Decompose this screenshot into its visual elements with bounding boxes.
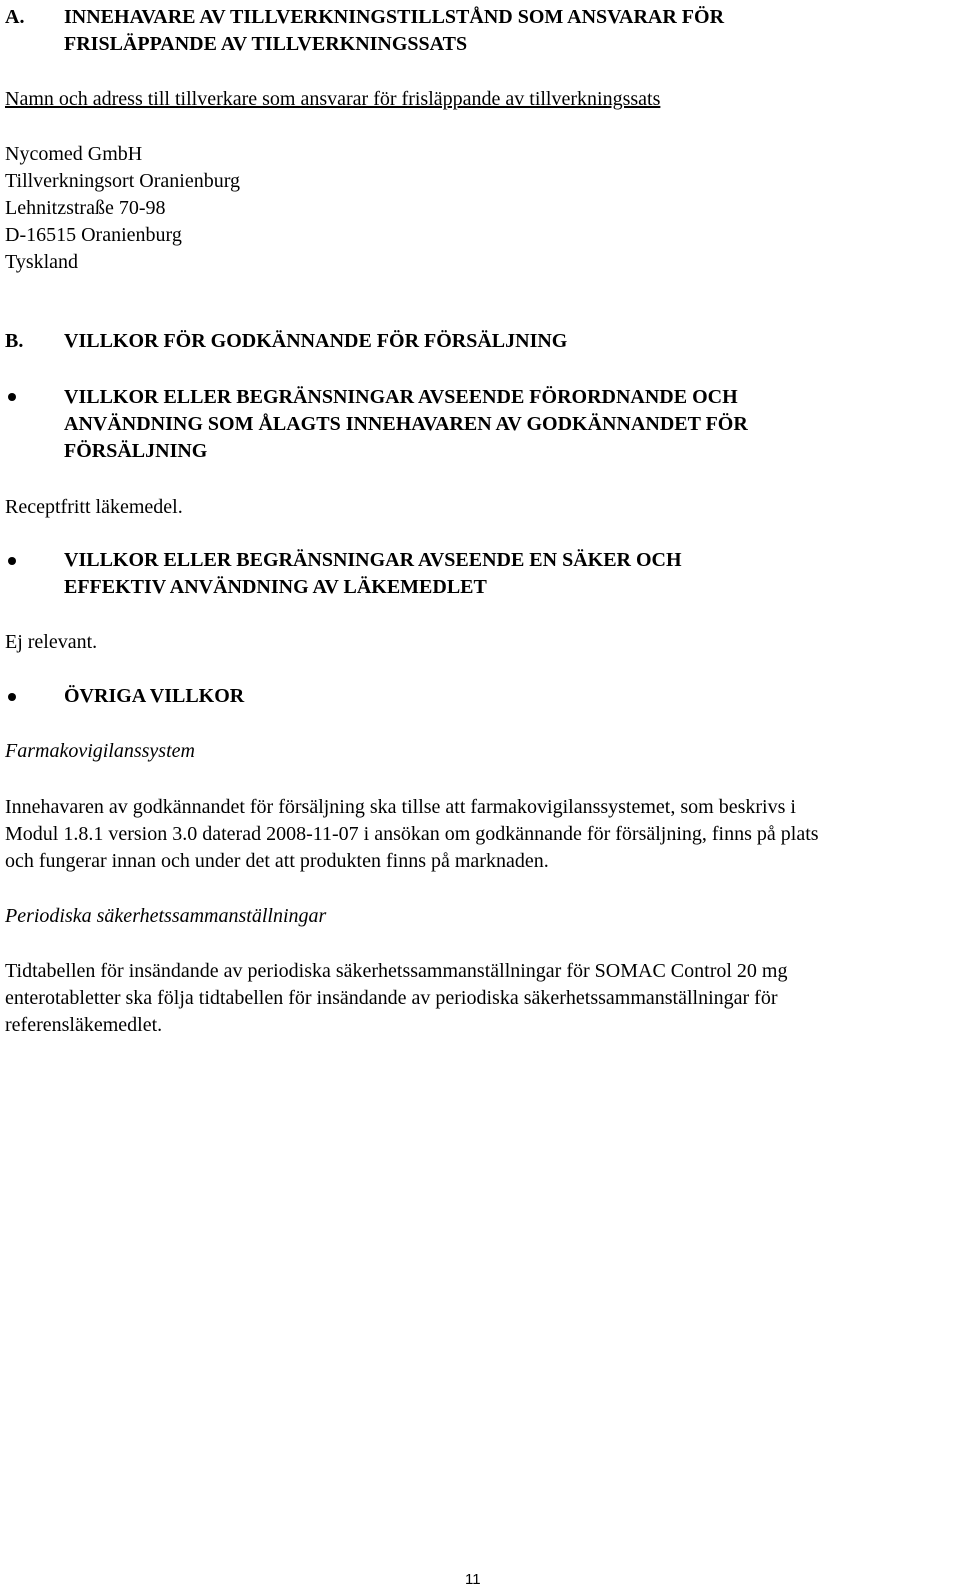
bullet1-body: Receptfritt läkemedel. [5, 496, 183, 518]
paragraph-line: Innehavaren av godkännandet för försäljning ska tillse att farmakovigilanssystemet, som beskrivs i [5, 796, 796, 818]
bullet2-heading-line2: EFFEKTIV ANVÄNDNING AV LÄKEMEDLET [64, 576, 487, 598]
pharmacovigilance-subheading: Farmakovigilanssystem [5, 740, 195, 762]
address-line: D-16515 Oranienburg [5, 224, 182, 246]
address-line: Tyskland [5, 251, 79, 273]
psur-subheading: Periodiska säkerhetssammanställningar [5, 905, 327, 927]
paragraph-line: Tidtabellen för insändande av periodiska säkerhetssammanställningar för SOMAC Control 20 mg [5, 960, 788, 982]
bullet2-heading-line1: VILLKOR ELLER BEGRÄNSNINGAR AVSEENDE EN SÄKER OCH [64, 549, 682, 571]
section-a-heading-line2: FRISLÄPPANDE AV TILLVERKNINGSSATS [64, 33, 468, 55]
paragraph-line: Modul 1.8.1 version 3.0 daterad 2008-11-07 i ansökan om godkännande för försäljning, finns på plats [5, 823, 819, 845]
address-line: Tillverkningsort Oranienburg [5, 170, 240, 192]
bullet2-body: Ej relevant. [5, 631, 98, 653]
paragraph-line: enterotabletter ska följa tidtabellen för insändande av periodiska säkerhetssammanställningar för [5, 987, 778, 1009]
section-a-heading-line1: INNEHAVARE AV TILLVERKNINGSTILLSTÅND SOM ANSVARAR FÖR [64, 6, 725, 28]
bullet3-heading: ÖVRIGA VILLKOR [64, 685, 245, 707]
bullet1-heading-line1: VILLKOR ELLER BEGRÄNSNINGAR AVSEENDE FÖRORDNANDE OCH [64, 386, 738, 408]
bullet1-heading-line3: FÖRSÄLJNING [64, 440, 208, 462]
paragraph-line: och fungerar innan och under det att produkten finns på marknaden. [5, 850, 549, 872]
bullet-icon [8, 557, 16, 565]
section-a-letter: A. [5, 6, 25, 28]
section-b-letter: B. [5, 330, 24, 352]
bullet-icon [8, 693, 16, 701]
bullet-icon [8, 393, 16, 401]
manufacturer-subheading: Namn och adress till tillverkare som ansvarar för frisläppande av tillverkningssats [5, 88, 661, 110]
section-b-heading: VILLKOR FÖR GODKÄNNANDE FÖR FÖRSÄLJNING [64, 330, 568, 352]
bullet1-heading-line2: ANVÄNDNING SOM ÅLAGTS INNEHAVAREN AV GODKÄNNANDET FÖR [64, 413, 748, 435]
address-line: Nycomed GmbH [5, 143, 143, 165]
address-line: Lehnitzstraße 70-98 [5, 197, 166, 219]
paragraph-line: referensläkemedlet. [5, 1014, 163, 1036]
page-number: 11 [465, 1571, 481, 1588]
